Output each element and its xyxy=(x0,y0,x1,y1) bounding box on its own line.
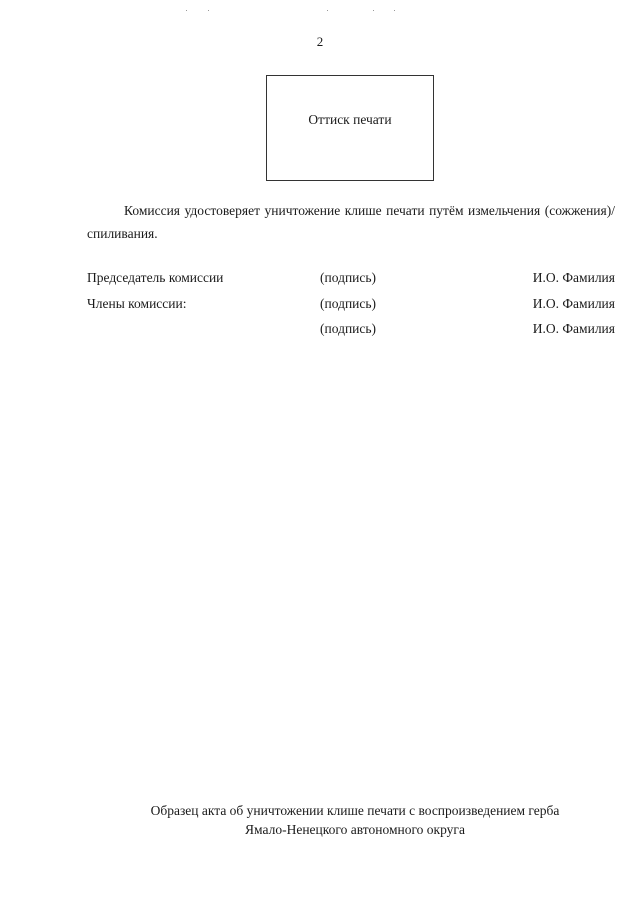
document-caption xyxy=(0,801,640,839)
stamp-placeholder-label: Оттиск печати xyxy=(308,112,392,127)
signature-row-member-1 xyxy=(87,296,615,314)
commission-statement: Комиссия удостоверяет уничтожение клише печати путём измельчения (сожжения)/спиливания. xyxy=(87,203,615,241)
signature-placeholder: (подпись) xyxy=(320,296,377,311)
signature-row-member-2 xyxy=(87,321,615,339)
signature-role: Председатель комиссии xyxy=(87,270,224,285)
signature-name: И.О. Фамилия xyxy=(532,321,615,336)
caption-line-2: Ямало-Ненецкого автономного округа xyxy=(245,822,465,837)
signature-placeholder: (подпись) xyxy=(320,270,377,285)
signature-name: И.О. Фамилия xyxy=(532,296,615,311)
signature-name: И.О. Фамилия xyxy=(532,270,615,285)
stamp-placeholder-box xyxy=(266,75,434,181)
scan-specks xyxy=(180,10,420,14)
page-number: 2 xyxy=(316,34,324,49)
signature-role: Члены комиссии: xyxy=(87,296,187,311)
caption-line-1: Образец акта об уничтожении клише печати с воспроизведением герба xyxy=(150,803,560,818)
signature-row-chairman xyxy=(87,270,615,288)
signature-placeholder: (подпись) xyxy=(320,321,377,336)
